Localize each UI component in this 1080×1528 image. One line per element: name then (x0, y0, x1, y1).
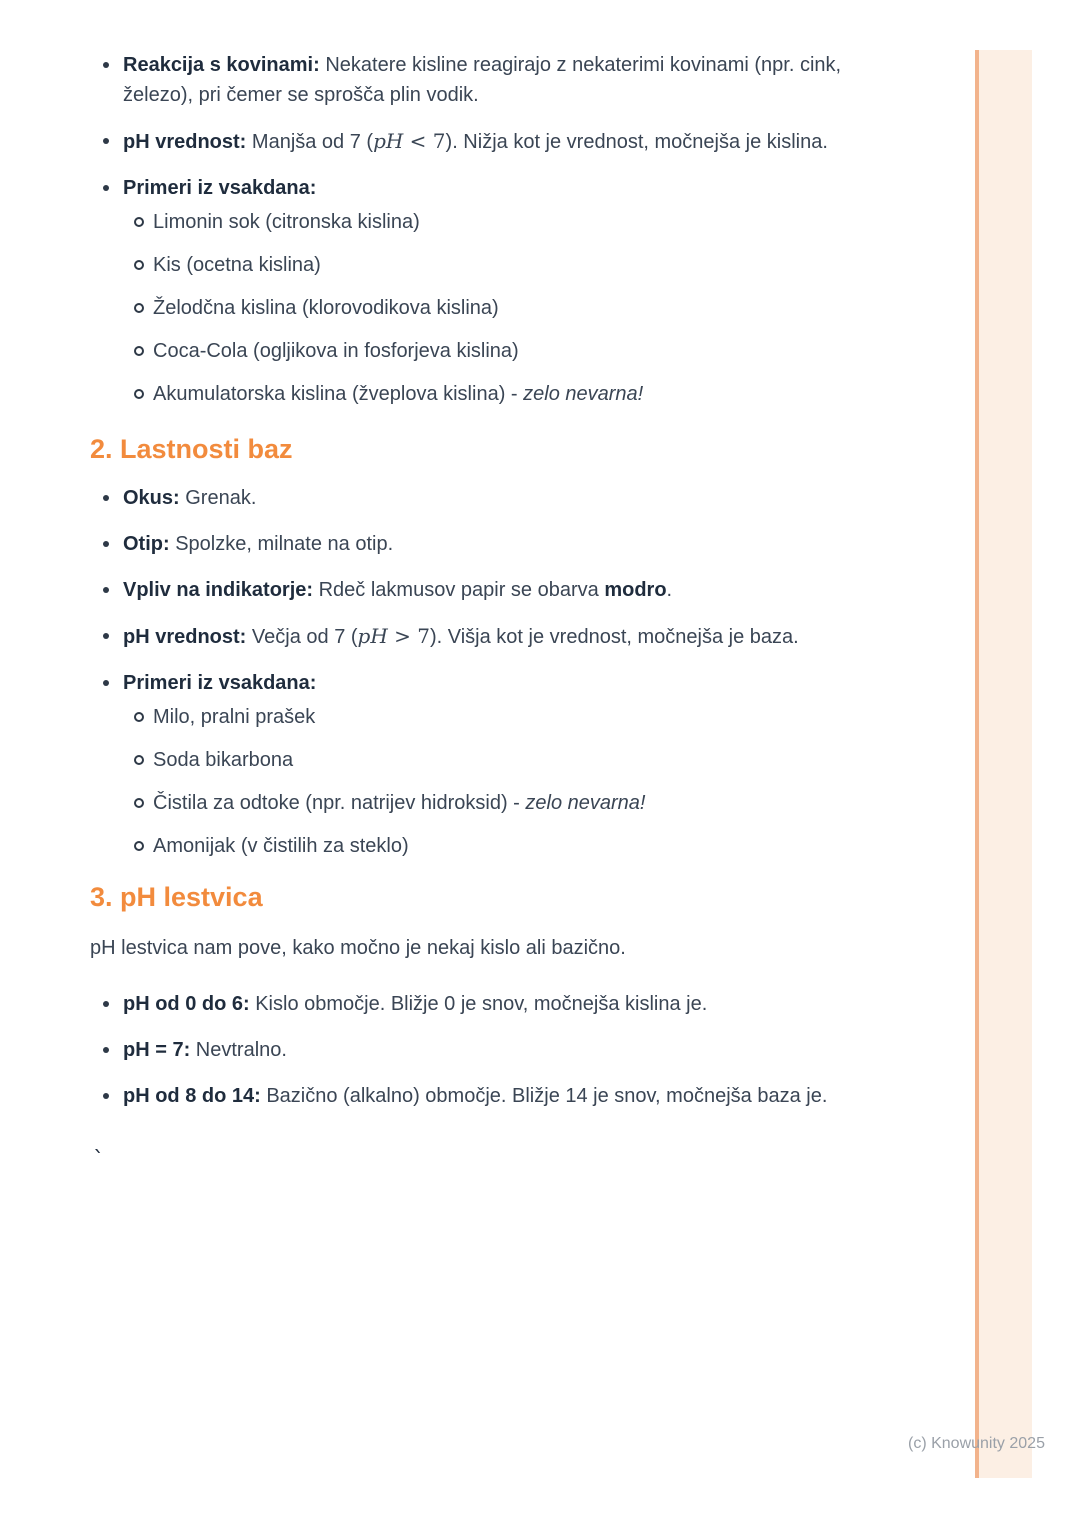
bullet-item-text (123, 672, 316, 694)
bullet-item-text (123, 579, 672, 601)
sub-bullet-item-text (153, 383, 643, 405)
sub-bullet-item-text (153, 706, 315, 728)
text-segment-regular: Amonijak (v čistilih za steklo) (153, 835, 409, 857)
bullet-item-text (123, 487, 256, 509)
text-segment-regular: Manjša od 7 ( (251, 131, 374, 153)
section-acid-properties (90, 50, 980, 409)
text-segment-regular: Nevtralno. (195, 1039, 287, 1061)
bullet-item-text (123, 1039, 287, 1061)
copyright-footer: (c) Knowunity 2025 (908, 1435, 1045, 1452)
sub-bullet-item-text (153, 297, 499, 319)
text-segment-regular: Milo, pralni prašek (153, 706, 316, 728)
text-segment-regular: ). Nižja kot je vrednost, močnejša je kislina. (445, 131, 828, 153)
bullet-item (123, 173, 913, 409)
text-segment-math: pH (357, 624, 388, 648)
sub-bullet-item (153, 379, 913, 409)
sub-bullet-item-text (153, 792, 645, 814)
ph-scale-intro-paragraph: pH lestvica nam pove, kako močno je nekaj kislo ali bazično. (90, 937, 626, 959)
bullet-item-text (123, 131, 828, 153)
text-segment-bold: pH = 7: (123, 1039, 196, 1061)
text-segment-regular: Bazično (alkalno) območje. Bližje 14 je snov, močnejša baza je. (266, 1085, 828, 1107)
sub-bullet-item (153, 788, 913, 818)
text-segment-regular: Večja od 7 ( (251, 626, 358, 648)
bullet-item (123, 1035, 913, 1065)
sub-bullet-item (153, 702, 913, 732)
right-margin-stripe (975, 50, 1032, 1478)
sub-bullet-item-text (153, 340, 519, 362)
sub-bullet-item-text (153, 749, 293, 771)
text-segment-regular: Spolzke, milnate na otip. (175, 533, 394, 555)
text-segment-regular: Kislo območje. Bližje 0 je snov, močnejša kislina je. (255, 993, 708, 1015)
sub-bullet-list (123, 207, 913, 409)
bullet-item (123, 989, 913, 1019)
text-segment-regular: Grenak. (185, 487, 257, 509)
bullet-item-text (123, 177, 316, 199)
text-segment-bold: pH od 0 do 6: (123, 993, 256, 1015)
text-segment-mathrm: > 7 (387, 624, 430, 648)
text-segment-regular: . (666, 579, 673, 601)
notes-content (90, 50, 980, 1127)
bullet-item-text (123, 1085, 827, 1107)
text-segment-mathrm: < 7 (403, 129, 446, 153)
text-segment-bold: pH vrednost: (123, 131, 252, 153)
bullet-item-text (123, 533, 393, 555)
text-segment-bold: Okus: (123, 487, 186, 509)
section-ph-scale (90, 881, 980, 1111)
text-segment-regular: Akumulatorska kislina (žveplova kislina) - (153, 383, 524, 405)
sub-bullet-list (123, 702, 913, 861)
text-segment-bold: Primeri iz vsakdana: (123, 177, 317, 199)
sub-bullet-item-text (153, 835, 409, 857)
base-properties-list (90, 483, 980, 861)
stray-backtick-mark: ` (92, 1148, 106, 1173)
text-segment-bold: Vpliv na indikatorje: (123, 579, 319, 601)
bullet-item (123, 668, 913, 861)
ph-scale-list (90, 989, 980, 1111)
bullet-item (123, 126, 913, 157)
text-segment-bold: Primeri iz vsakdana: (123, 672, 317, 694)
section-heading-ph-scale: 3. pH lestvica (90, 882, 263, 912)
text-segment-italic: zelo nevarna! (525, 792, 646, 814)
text-segment-italic: zelo nevarna! (523, 383, 644, 405)
sub-bullet-item (153, 831, 913, 861)
sub-bullet-item-text (153, 211, 420, 233)
bullet-item-text (123, 54, 841, 106)
text-segment-regular: Čistila za odtoke (npr. natrijev hidroksid) - (153, 792, 526, 814)
section-base-properties (90, 433, 980, 861)
sub-bullet-item (153, 745, 913, 775)
sub-bullet-item (153, 336, 913, 366)
text-segment-regular: Nekatere kisline reagirajo z nekaterimi kovinami (npr. cink, železo), pri čemer se sprošča plin vodik. (123, 54, 842, 106)
sub-bullet-item (153, 250, 913, 280)
text-segment-regular: Rdeč lakmusov papir se obarva (318, 579, 605, 601)
text-segment-regular: ). Višja kot je vrednost, močnejša je baza. (429, 626, 799, 648)
sub-bullet-item (153, 293, 913, 323)
bullet-item (123, 483, 913, 513)
text-segment-regular: Limonin sok (citronska kislina) (153, 211, 420, 233)
bullet-item (123, 575, 913, 605)
bullet-item (123, 1081, 913, 1111)
text-segment-bold: pH vrednost: (123, 626, 252, 648)
text-segment-math: pH (373, 129, 404, 153)
text-segment-bold: Reakcija s kovinami: (123, 54, 326, 76)
bullet-item (123, 529, 913, 559)
section-heading-bases: 2. Lastnosti baz (90, 434, 293, 464)
bullet-item (123, 50, 913, 110)
bullet-item (123, 621, 913, 652)
text-segment-bold: modro (604, 579, 667, 601)
sub-bullet-item (153, 207, 913, 237)
sub-bullet-item-text (153, 254, 321, 276)
text-segment-regular: Soda bikarbona (153, 749, 294, 771)
text-segment-bold: Otip: (123, 533, 176, 555)
text-segment-regular: Kis (ocetna kislina) (153, 254, 321, 276)
bullet-item-text (123, 993, 707, 1015)
text-segment-bold: pH od 8 do 14: (123, 1085, 267, 1107)
acid-properties-list (90, 50, 980, 409)
text-segment-regular: Želodčna kislina (klorovodikova kislina) (153, 297, 499, 319)
text-segment-regular: Coca-Cola (ogljikova in fosforjeva kislina) (153, 340, 519, 362)
bullet-item-text (123, 626, 799, 648)
